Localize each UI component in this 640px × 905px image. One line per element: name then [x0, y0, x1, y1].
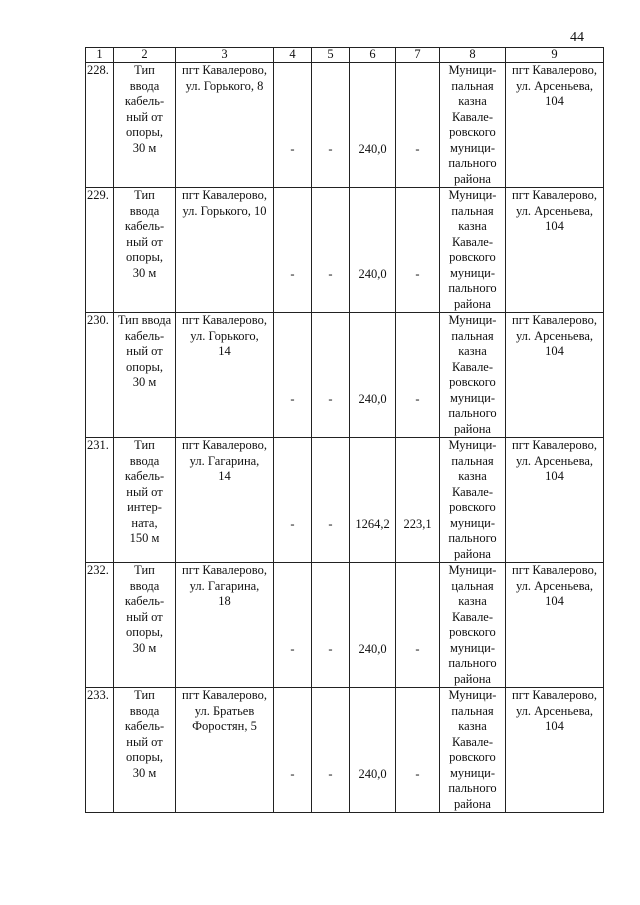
- owner: Муници- пальная казна Кавале- ровского муници- пального района: [440, 438, 506, 563]
- table-header-row: [86, 48, 604, 63]
- col-5-value: -: [312, 313, 350, 438]
- col-4-value: -: [274, 313, 312, 438]
- owner: Муници- пальная казна Кавале- ровского муници- пального района: [440, 688, 506, 813]
- header-col-8: 8: [440, 48, 506, 63]
- header-col-9: 9: [506, 48, 604, 63]
- holder-address: пгт Кавалерово, ул. Арсеньева, 104: [506, 63, 604, 188]
- col-7-value: -: [396, 63, 440, 188]
- holder-address: пгт Кавалерово, ул. Арсеньева, 104: [506, 438, 604, 563]
- col-6-value: 240,0: [350, 63, 396, 188]
- owner: Муници- цальная казна Кавале- ровского муници- пального района: [440, 563, 506, 688]
- col-4-value: -: [274, 688, 312, 813]
- owner: Муници- пальная казна Кавале- ровского муници- пального района: [440, 188, 506, 313]
- col-7-value: 223,1: [396, 438, 440, 563]
- col-4-value: -: [274, 438, 312, 563]
- col-5-value: -: [312, 688, 350, 813]
- header-col-4: 4: [274, 48, 312, 63]
- table-row: [86, 688, 604, 813]
- object-name: Тип ввода кабель- ный от опоры, 30 м: [114, 688, 176, 813]
- header-col-2: 2: [114, 48, 176, 63]
- holder-address: пгт Кавалерово, ул. Арсеньева, 104: [506, 688, 604, 813]
- owner: Муници- пальная казна Кавале- ровского муници- пального района: [440, 63, 506, 188]
- header-col-6: 6: [350, 48, 396, 63]
- holder-address: пгт Кавалерово, ул. Арсеньева, 104: [506, 563, 604, 688]
- header-col-5: 5: [312, 48, 350, 63]
- row-number: 233.: [86, 688, 114, 813]
- col-5-value: -: [312, 438, 350, 563]
- object-name: Тип ввода кабель- ный от опоры, 30 м: [114, 63, 176, 188]
- header-col-7: 7: [396, 48, 440, 63]
- table-row: [86, 313, 604, 438]
- row-number: 229.: [86, 188, 114, 313]
- object-address: пгт Кавалерово, ул. Гагарина, 18: [176, 563, 274, 688]
- object-address: пгт Кавалерово, ул. Гагарина, 14: [176, 438, 274, 563]
- object-name: Тип ввода кабель- ный от опоры, 30 м: [114, 313, 176, 438]
- row-number: 232.: [86, 563, 114, 688]
- col-7-value: -: [396, 313, 440, 438]
- holder-address: пгт Кавалерово, ул. Арсеньева, 104: [506, 188, 604, 313]
- row-number: 228.: [86, 63, 114, 188]
- col-6-value: 1264,2: [350, 438, 396, 563]
- col-7-value: -: [396, 563, 440, 688]
- page-number: 44: [570, 30, 584, 45]
- table-row: [86, 63, 604, 188]
- header-col-3: 3: [176, 48, 274, 63]
- row-number: 230.: [86, 313, 114, 438]
- col-7-value: -: [396, 188, 440, 313]
- table-row: [86, 563, 604, 688]
- object-address: пгт Кавалерово, ул. Братьев Форостян, 5: [176, 688, 274, 813]
- object-name: Тип ввода кабель- ный от опоры, 30 м: [114, 563, 176, 688]
- table-row: [86, 438, 604, 563]
- row-number: 231.: [86, 438, 114, 563]
- object-address: пгт Кавалерово, ул. Горького, 10: [176, 188, 274, 313]
- header-col-1: 1: [86, 48, 114, 63]
- col-5-value: -: [312, 563, 350, 688]
- holder-address: пгт Кавалерово, ул. Арсеньева, 104: [506, 313, 604, 438]
- object-address: пгт Кавалерово, ул. Горького, 14: [176, 313, 274, 438]
- col-4-value: -: [274, 563, 312, 688]
- col-4-value: -: [274, 63, 312, 188]
- col-6-value: 240,0: [350, 188, 396, 313]
- col-6-value: 240,0: [350, 688, 396, 813]
- col-7-value: -: [396, 688, 440, 813]
- property-registry-table: [85, 47, 604, 813]
- col-4-value: -: [274, 188, 312, 313]
- table-row: [86, 188, 604, 313]
- col-5-value: -: [312, 63, 350, 188]
- col-6-value: 240,0: [350, 313, 396, 438]
- object-name: Тип ввода кабель- ный от интер- ната, 150 м: [114, 438, 176, 563]
- owner: Муници- пальная казна Кавале- ровского муници- пального района: [440, 313, 506, 438]
- object-name: Тип ввода кабель- ный от опоры, 30 м: [114, 188, 176, 313]
- object-address: пгт Кавалерово, ул. Горького, 8: [176, 63, 274, 188]
- col-5-value: -: [312, 188, 350, 313]
- col-6-value: 240,0: [350, 563, 396, 688]
